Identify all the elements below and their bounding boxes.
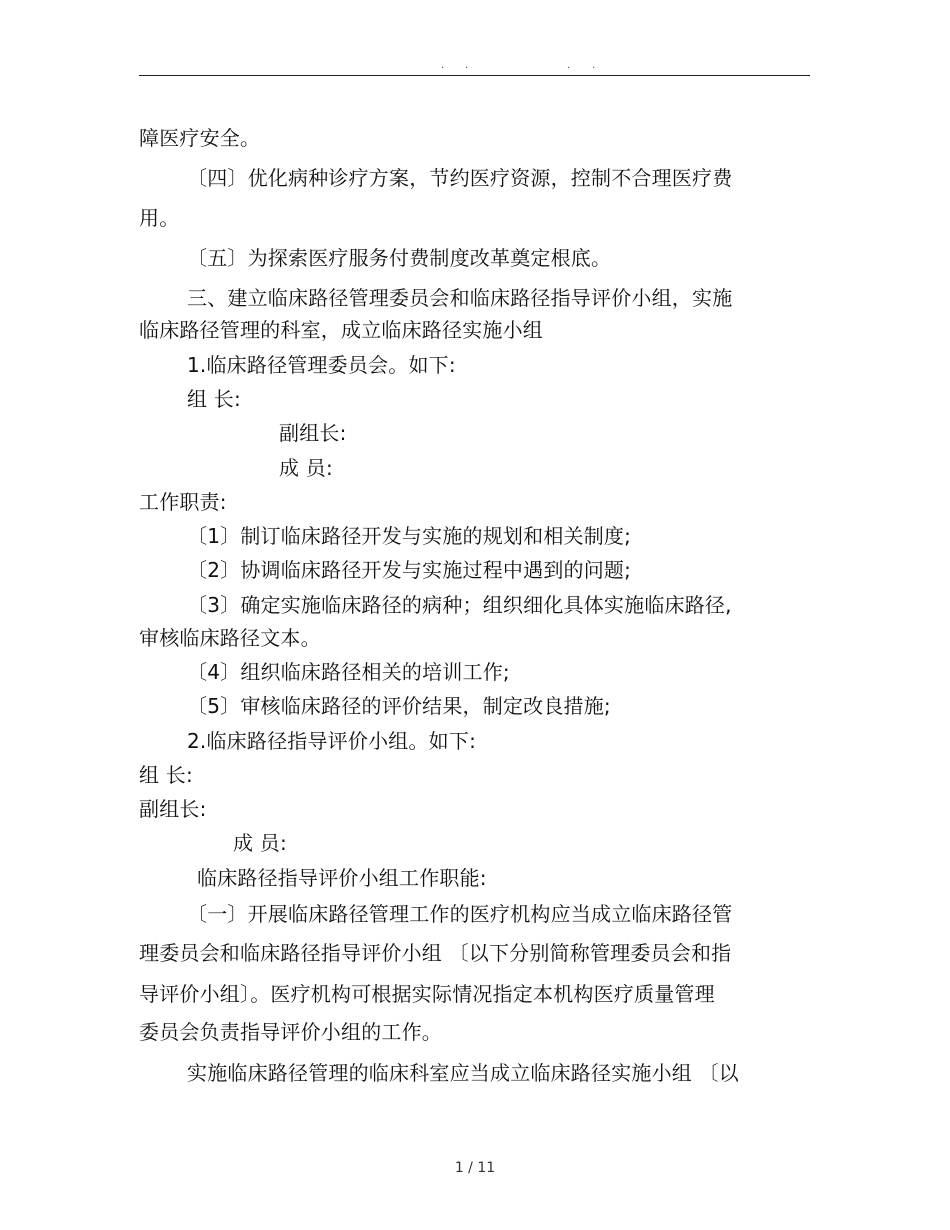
body-line: 〔2〕协调临床路径开发与实施过程中遇到的问题; — [187, 558, 632, 582]
body-line: 〔五〕为探索医疗服务付费制度改革奠定根底。 — [187, 246, 612, 270]
header-rule — [139, 75, 810, 76]
body-line: 临床路径管理的科室，成立临床路径实施小组 — [139, 318, 543, 342]
body-line: 〔四〕优化病种诊疗方案，节约医疗资源，控制不合理医疗费 — [187, 166, 733, 190]
header-mark: . — [592, 60, 596, 71]
body-line: 1.临床路径管理委员会。如下: — [187, 353, 456, 377]
body-line: 成 员: — [233, 831, 287, 855]
page-header-marks — [0, 60, 950, 74]
body-line: 组 长: — [139, 763, 193, 787]
page-number: 1 / 11 — [454, 1160, 496, 1176]
header-mark: . — [441, 60, 445, 71]
header-mark: . — [465, 60, 469, 71]
body-line: 成 员: — [279, 456, 333, 480]
body-line: 障医疗安全。 — [139, 126, 261, 150]
body-line: 理委员会和临床路径指导评价小组 〔以下分别简称管理委员会和指 — [139, 941, 732, 965]
body-line: 审核临床路径文本。 — [139, 626, 321, 650]
body-line: 副组长: — [139, 797, 207, 821]
header-mark: . — [567, 60, 571, 71]
body-line: 三、建立临床路径管理委员会和临床路径指导评价小组，实施 — [187, 286, 733, 310]
body-line: 委员会负责指导评价小组的工作。 — [139, 1020, 442, 1044]
body-line: 导评价小组〕。医疗机构可根据实际情况指定本机构医疗质量管理 — [139, 982, 715, 1006]
body-line: 副组长: — [279, 421, 347, 445]
body-line: 用。 — [139, 206, 180, 230]
body-line: 〔3〕确定实施临床路径的病种；组织细化具体实施临床路径, — [187, 593, 732, 617]
body-line: 工作职责: — [139, 490, 227, 514]
body-line: 〔5〕审核临床路径的评价结果，制定改良措施; — [187, 694, 611, 718]
body-line: 〔1〕制订临床路径开发与实施的规划和相关制度; — [187, 524, 632, 548]
body-line: 临床路径指导评价小组工作职能: — [197, 866, 487, 890]
body-line: 〔4〕组织临床路径相关的培训工作; — [187, 660, 510, 684]
body-line: 实施临床路径管理的临床科室应当成立临床路径实施小组 〔以 — [187, 1061, 739, 1085]
body-line: 组 长: — [187, 387, 241, 411]
body-line: 2.临床路径指导评价小组。如下: — [187, 729, 477, 753]
body-line: 〔一〕开展临床路径管理工作的医疗机构应当成立临床路径管 — [187, 902, 733, 926]
